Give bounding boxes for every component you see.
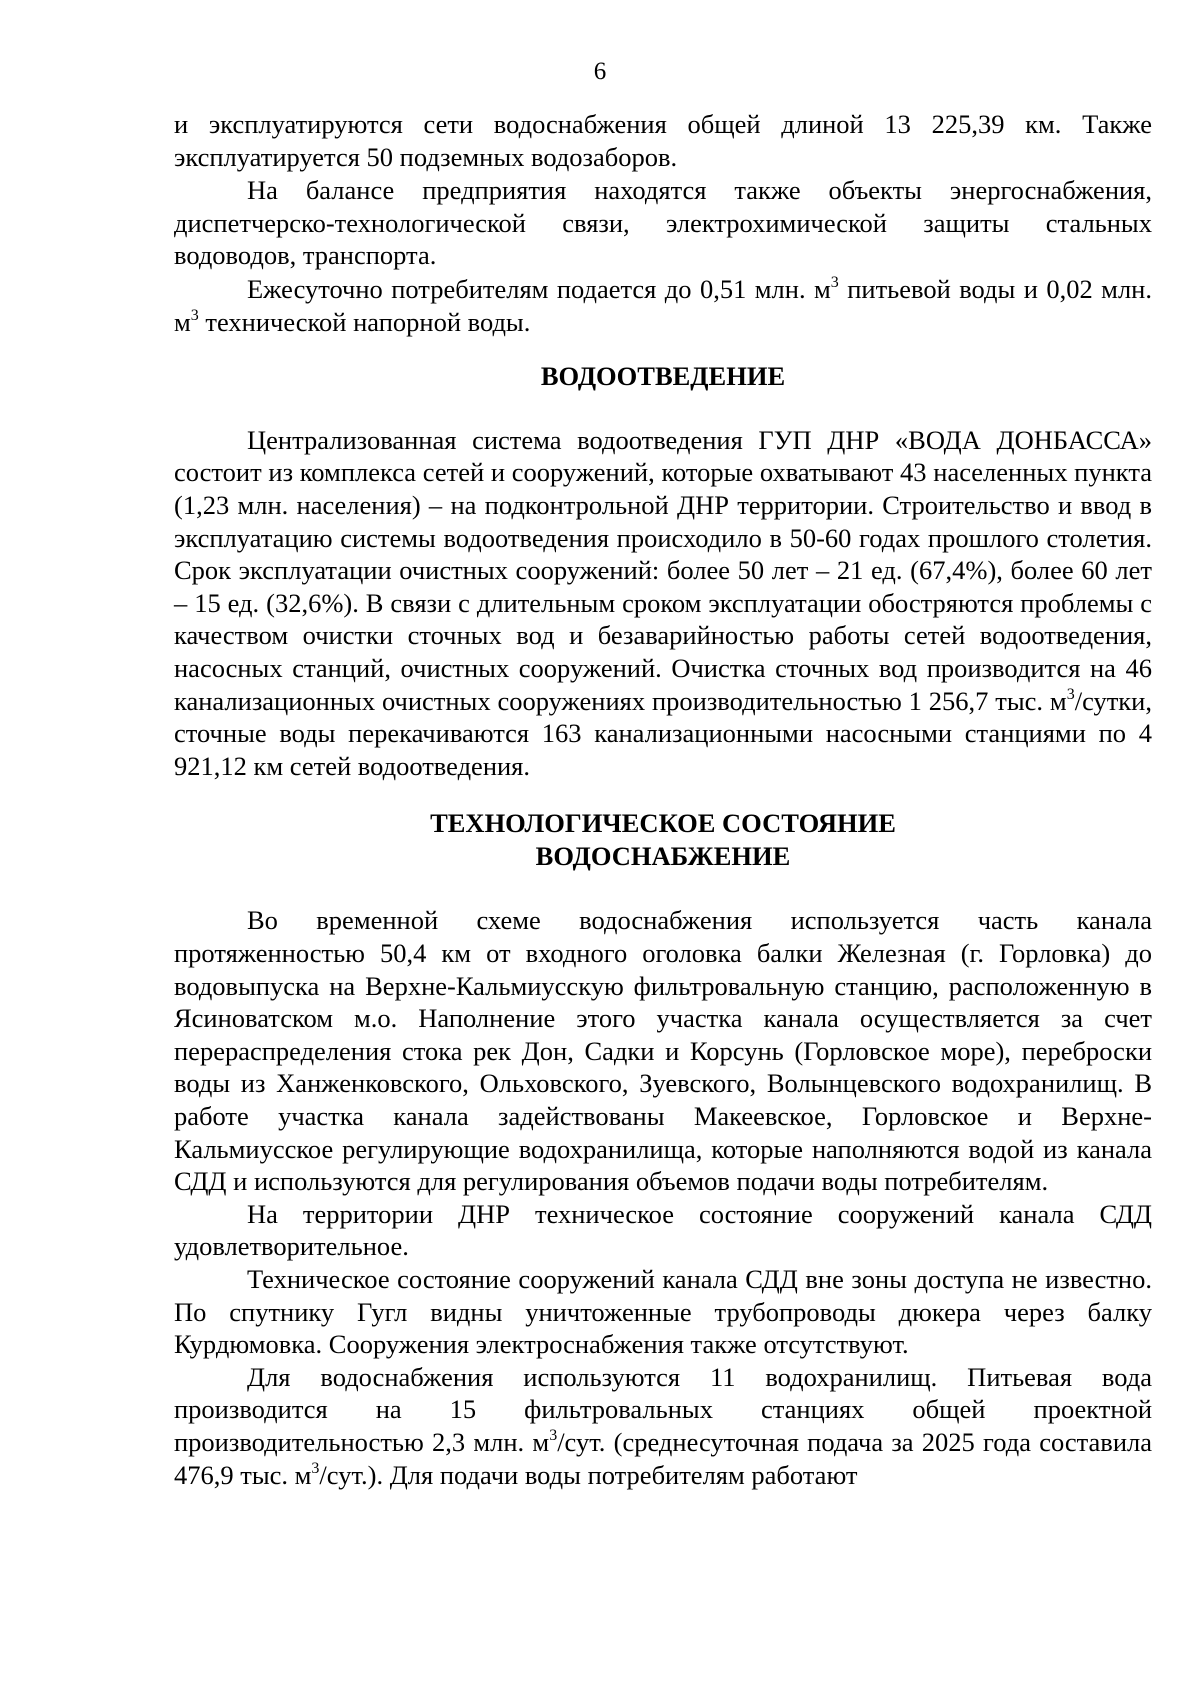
paragraph-water-networks: и эксплуатируются сети водоснабжения общей длиной 13 225,39 км. Также эксплуатируется 50 подземных водозаборов. (174, 109, 1152, 172)
superscript-cubic: 3 (311, 1459, 320, 1477)
paragraph-reservoirs (174, 1361, 1152, 1491)
page-number: 6 (593, 58, 607, 85)
section-heading-line1: ТЕХНОЛОГИЧЕСКОЕ СОСТОЯНИЕ (430, 808, 896, 839)
paragraph-canal-state-outside: Техническое состояние сооружений канала СДД вне зоны доступа не известно. По спутнику Гугл видны уничтоженные трубопроводы дюкера через балку Курдюмовка. Сооружения электроснабжения также отсутствуют. (174, 1264, 1152, 1360)
daily-supply-text-c: технической напорной воды. (198, 306, 531, 337)
reservoirs-text-c: /сут.). Для подачи воды потребителям работают (319, 1459, 858, 1490)
paragraph-temporary-scheme: Во временной схеме водоснабжения используется часть канала протяженностью 50,4 км от входного оголовка балки Железная (г. Горловка) до водовыпуска на Верхне-Кальмиусскую фильтровальную станцию, расположенную в Ясиноватском м.о. Наполнение этого участка канала осуществляется за счет перераспределения стока рек Дон, Садки и Корсунь (Горловское море), переброски воды из Ханженковского, Ольховского, Зуевского, Волынцевского водохранилищ. В работе участка канала задействованы Макеевское, Горловское и Верхне-Кальмиусское регулирующие водохранилища, которые наполняются водой из канала СДД и используются для регулирования объемов подачи воды потребителям. (174, 905, 1152, 1197)
section-heading-text: ВОДООТВЕДЕНИЕ (540, 361, 786, 392)
sewerage-text-a: Централизованная система водоотведения ГУП ДНР «ВОДА ДОНБАССА» состоит из комплекса сетей и сооружений, которые охватывают 43 населенных пункта (1,23 млн. населения) – на подконтрольной ДНР территории. Строительство и ввод в эксплуатацию системы водоотведения происходило в 50-60 годах прошлого столетия. Срок эксплуатации очистных сооружений: более 50 лет – 21 ед. (67,4%), более 60 лет – 15 ед. (32,6%). В связи с длительным сроком эксплуатации обостряются проблемы с качеством очистки сточных вод и безаварийностью работы сетей водоотведения, насосных станций, очистных сооружений. Очистка сточных вод производится на 46 канализационных очистных сооружениях производительностью 1 256,7 тыс. м (174, 424, 1152, 716)
section-heading-technological-state (174, 807, 1152, 872)
superscript-cubic: 3 (830, 273, 839, 291)
superscript-cubic: 3 (549, 1426, 558, 1444)
daily-supply-text-a: Ежесуточно потребителям подается до 0,51 млн. м (247, 273, 831, 304)
section-heading-vodootvedenie (174, 360, 1152, 393)
superscript-cubic: 3 (1066, 685, 1075, 703)
sewerage-text-b: /сутки, сточные воды перекачиваются 163 канализационными насосными станциями по 4 921,12 км сетей водоотведения. (174, 685, 1152, 781)
paragraph-sewerage-system (174, 424, 1152, 783)
document-body (174, 108, 1152, 1491)
paragraph-balance-objects: На балансе предприятия находятся также объекты энергоснабжения, диспетчерско-технологической связи, электрохимической защиты стальных водоводов, транспорта. (174, 175, 1152, 271)
paragraph-daily-supply (174, 273, 1152, 338)
reservoirs-text-a: Для водоснабжения используются 11 водохранилищ. Питьевая вода производится на 15 фильтровальных станциях общей проектной производительностью 2,3 млн. м (174, 1361, 1152, 1457)
daily-supply-text-b: питьевой воды и 0,02 млн. м (174, 273, 1152, 337)
paragraph-canal-state-dnr: На территории ДНР техническое состояние сооружений канала СДД удовлетворительное. (174, 1198, 1152, 1262)
reservoirs-text-b: /сут. (среднесуточная подача за 2025 года составила 476,9 тыс. м (174, 1426, 1152, 1490)
superscript-cubic: 3 (190, 306, 199, 324)
section-heading-line2: ВОДОСНАБЖЕНИЕ (535, 840, 791, 871)
